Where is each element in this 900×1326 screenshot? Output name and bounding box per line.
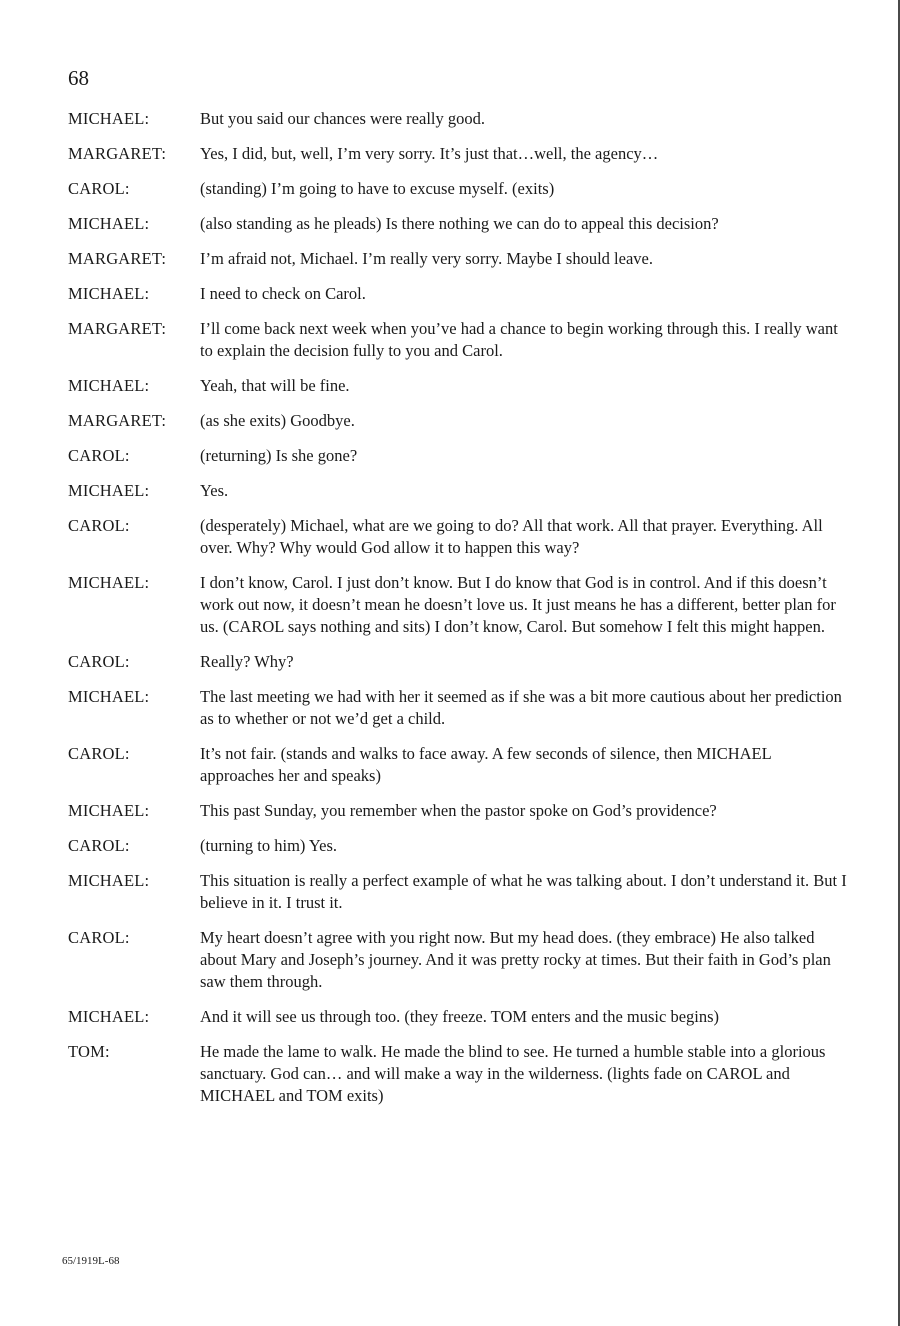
speaker-name: CAROL: bbox=[68, 836, 130, 855]
speaker-name: MARGARET: bbox=[68, 249, 167, 268]
page-number: 68 bbox=[68, 66, 89, 90]
dialogue-text: (turning to him) Yes. bbox=[200, 836, 338, 855]
speaker-name: CAROL: bbox=[68, 652, 130, 671]
dialogue-text: This situation is really a perfect example of what he was talking about. I don’t understand it. But I believe in it. I trust it. bbox=[200, 871, 847, 912]
speaker-name: MICHAEL: bbox=[68, 214, 150, 233]
dialogue-text: (also standing as he pleads) Is there nothing we can do to appeal this decision? bbox=[200, 214, 719, 233]
script-line bbox=[68, 515, 848, 559]
dialogue-text: It’s not fair. (stands and walks to face away. A few seconds of silence, then MICHAEL approaches her and speaks) bbox=[200, 744, 772, 785]
script-line bbox=[68, 800, 848, 822]
script-line bbox=[68, 686, 848, 730]
speaker-name: MARGARET: bbox=[68, 319, 167, 338]
speaker-name: MICHAEL: bbox=[68, 284, 150, 303]
dialogue-text: I need to check on Carol. bbox=[200, 284, 366, 303]
speaker-name: MICHAEL: bbox=[68, 801, 150, 820]
footer-code: 65/1919L-68 bbox=[62, 1255, 120, 1267]
dialogue-text: (as she exits) Goodbye. bbox=[200, 411, 355, 430]
script-line bbox=[68, 143, 848, 165]
dialogue-text: Really? Why? bbox=[200, 652, 294, 671]
dialogue-text: But you said our chances were really good. bbox=[200, 109, 485, 128]
dialogue-text: I don’t know, Carol. I just don’t know. But I do know that God is in control. And if this doesn’t work out now, it doesn’t mean he doesn’t love us. It just means he has a different, better plan for us. (CAROL says nothing and sits) I don’t know, Carol. But somehow I felt this might happen. bbox=[200, 573, 836, 636]
speaker-name: CAROL: bbox=[68, 516, 130, 535]
script-line bbox=[68, 318, 848, 362]
speaker-name: CAROL: bbox=[68, 928, 130, 947]
dialogue-text: (desperately) Michael, what are we going to do? All that work. All that prayer. Everything. All over. Why? Why would God allow it to happen this way? bbox=[200, 516, 823, 557]
dialogue-text: This past Sunday, you remember when the pastor spoke on God’s providence? bbox=[200, 801, 717, 820]
script-line bbox=[68, 445, 848, 467]
script-line bbox=[68, 1041, 848, 1107]
script-line bbox=[68, 572, 848, 638]
speaker-name: MICHAEL: bbox=[68, 1007, 150, 1026]
speaker-name: CAROL: bbox=[68, 446, 130, 465]
dialogue-text: And it will see us through too. (they freeze. TOM enters and the music begins) bbox=[200, 1007, 720, 1026]
speaker-name: CAROL: bbox=[68, 179, 130, 198]
script-line bbox=[68, 178, 848, 200]
script-line bbox=[68, 927, 848, 993]
dialogue-text: (returning) Is she gone? bbox=[200, 446, 358, 465]
script-line bbox=[68, 213, 848, 235]
dialogue-text: Yeah, that will be fine. bbox=[200, 376, 350, 395]
dialogue-text: (standing) I’m going to have to excuse myself. (exits) bbox=[200, 179, 555, 198]
dialogue-text: I’ll come back next week when you’ve had a chance to begin working through this. I really want to explain the decision fully to you and Carol. bbox=[200, 319, 838, 360]
script-line bbox=[68, 480, 848, 502]
script-line bbox=[68, 410, 848, 432]
speaker-name: TOM: bbox=[68, 1042, 110, 1061]
script-line bbox=[68, 743, 848, 787]
speaker-name: MARGARET: bbox=[68, 144, 167, 163]
speaker-name: MICHAEL: bbox=[68, 687, 150, 706]
speaker-name: MICHAEL: bbox=[68, 871, 150, 890]
speaker-name: MARGARET: bbox=[68, 411, 167, 430]
dialogue-text: The last meeting we had with her it seemed as if she was a bit more cautious about her prediction as to whether or not we’d get a child. bbox=[200, 687, 842, 728]
script-line bbox=[68, 108, 848, 130]
dialogue-text: My heart doesn’t agree with you right now. But my head does. (they embrace) He also talked about Mary and Joseph’s journey. And it was pretty rocky at times. But their faith in God’s plan saw them through. bbox=[200, 928, 831, 991]
dialogue-text: Yes. bbox=[200, 481, 229, 500]
script-line bbox=[68, 248, 848, 270]
script-line bbox=[68, 1006, 848, 1028]
script-body bbox=[68, 108, 848, 1120]
dialogue-text: Yes, I did, but, well, I’m very sorry. It’s just that…well, the agency… bbox=[200, 144, 659, 163]
script-line bbox=[68, 870, 848, 914]
speaker-name: MICHAEL: bbox=[68, 109, 150, 128]
speaker-name: MICHAEL: bbox=[68, 376, 150, 395]
speaker-name: MICHAEL: bbox=[68, 573, 150, 592]
speaker-name: MICHAEL: bbox=[68, 481, 150, 500]
speaker-name: CAROL: bbox=[68, 744, 130, 763]
dialogue-text: He made the lame to walk. He made the blind to see. He turned a humble stable into a glorious sanctuary. God can… and will make a way in the wilderness. (lights fade on CAROL and MICHAEL and TOM exits) bbox=[200, 1042, 826, 1105]
script-line bbox=[68, 375, 848, 397]
script-line bbox=[68, 283, 848, 305]
script-line bbox=[68, 651, 848, 673]
dialogue-text: I’m afraid not, Michael. I’m really very sorry. Maybe I should leave. bbox=[200, 249, 653, 268]
script-line bbox=[68, 835, 848, 857]
